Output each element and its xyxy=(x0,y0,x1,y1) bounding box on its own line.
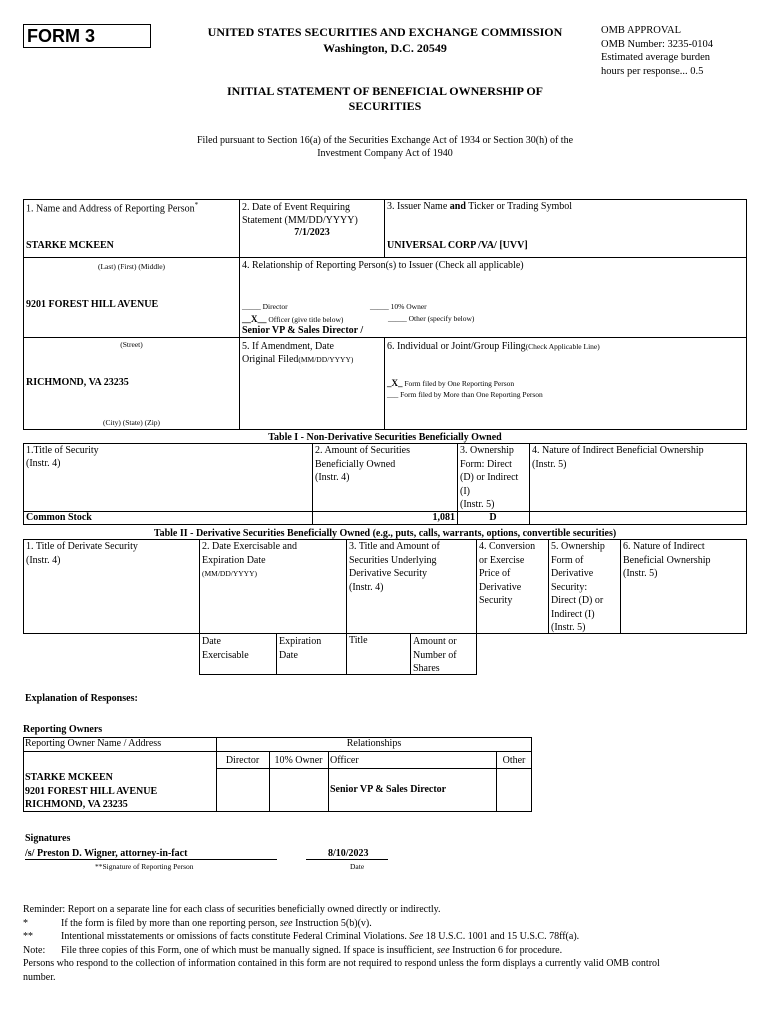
director-option: _____ Director xyxy=(242,302,288,311)
signer-hint: **Signature of Reporting Person xyxy=(95,862,194,871)
t1-col1-header: 1.Title of Security (Instr. 4) xyxy=(26,445,99,469)
footnote-note: Note: File three copies of this Form, one of which must be manually signed. If space is insufficient, see Instruction 6 for procedure. xyxy=(23,944,563,956)
t2-col2-header: 2. Date Exercisable and Expiration Date (MM/DD/YYYY) xyxy=(202,541,297,578)
t1-col3-header: 3. Ownership Form: Direct (D) or Indirect (I) (Instr. 5) xyxy=(460,445,519,510)
box3-label: 3. Issuer Name and Ticker or Trading Symbol xyxy=(387,201,573,212)
box2-label: 2. Date of Event Requiring Statement (MM/DD/YYYY) xyxy=(242,202,358,226)
box4-label: 4. Relationship of Reporting Person(s) to Issuer (Check all applicable) xyxy=(242,260,524,271)
footnote-persons-line1: Persons who respond to the collection of information contained in this form are not required to respond unless the form displays a currently valid OMB control xyxy=(23,958,660,969)
issuer-name: UNIVERSAL CORP /VA/ [UVV] xyxy=(387,240,528,251)
t1-row-security: Common Stock xyxy=(26,512,92,523)
omb-number: OMB Number: 3235-0104 xyxy=(601,38,713,50)
owners-col-other: Other xyxy=(502,755,526,766)
t1-row-form: D xyxy=(489,512,497,523)
t2-col6-header: 6. Nature of Indirect Beneficial Ownership (Instr. 5) xyxy=(623,541,711,579)
t1-col4-header: 4. Nature of Indirect Beneficial Ownership (Instr. 5) xyxy=(532,445,704,470)
t1-row-amount: 1,081 xyxy=(432,512,455,523)
footnotes xyxy=(23,903,753,984)
t2-sub-amount: Amount or Number of Shares xyxy=(413,636,457,674)
t2-sub-exercisable: Date Exercisable xyxy=(202,636,249,661)
t2-col3-header: 3. Title and Amount of Securities Underlying Derivative Security (Instr. 4) xyxy=(349,541,440,593)
form-title-line2: SECURITIES xyxy=(348,99,422,113)
filing-option-one-check: _X_ xyxy=(387,378,403,388)
agency-city: Washington, D.C. 20549 xyxy=(323,41,447,55)
other-option: _____ Other (specify below) xyxy=(388,314,475,323)
footnote-2: ** Intentional misstatements or omissions of facts constitute Federal Criminal Violations. See 18 U.S.C. 1001 and 15 U.S.C. 78ff(a). xyxy=(23,931,580,942)
omb-burden: Estimated average burden xyxy=(601,52,711,63)
street-hint: (Street) xyxy=(120,340,143,349)
form-title xyxy=(170,84,600,114)
form-title-line1: INITIAL STATEMENT OF BENEFICIAL OWNERSHIP OF xyxy=(227,84,543,98)
owners-col-relationships: Relationships xyxy=(346,738,402,749)
box6-label: 6. Individual or Joint/Group Filing(Check Applicable Line) xyxy=(387,341,600,352)
t1-col2-header: 2. Amount of Securities Beneficially Owned (Instr. 4) xyxy=(315,445,410,483)
signature-date-hint: Date xyxy=(350,862,365,871)
omb-hours: hours per response... 0.5 xyxy=(601,65,704,77)
ten-pct-option: _____ 10% Owner xyxy=(370,302,427,311)
owners-col-director: Director xyxy=(225,755,260,766)
filed-line1: Filed pursuant to Section 16(a) of the Securities Exchange Act of 1934 or Section 30(h) of the xyxy=(196,135,574,146)
footnote-persons-line2: number. xyxy=(23,971,56,983)
reporting-person-name: STARKE MCKEEN xyxy=(26,240,114,251)
reporting-person-city: RICHMOND, VA 23235 xyxy=(26,377,129,388)
reporting-person-street: 9201 FOREST HILL AVENUE xyxy=(26,299,159,310)
officer-title: Senior VP & Sales Director / xyxy=(242,325,364,336)
signer-name: /s/ Preston D. Wigner, attorney-in-fact xyxy=(25,848,188,859)
t2-col5-header: 5. Ownership Form of Derivative Security: Direct (D) or Indirect (I) (Instr. 5) xyxy=(551,541,605,633)
owner-name-address: STARKE MCKEEN 9201 FOREST HILL AVENUE RICHMOND, VA 23235 xyxy=(25,772,158,810)
t2-col1-header: 1. Title of Derivate Security (Instr. 4) xyxy=(26,541,138,566)
t2-col4-header: 4. Conversion or Exercise Price of Derivative Security xyxy=(479,541,536,606)
form-label-box xyxy=(23,24,151,48)
filing-option-one: _X_ Form filed by One Reporting Person xyxy=(387,378,515,388)
owners-col-officer: Officer xyxy=(330,755,359,766)
box1-label-mark: * xyxy=(194,201,199,209)
filed-pursuant xyxy=(130,134,640,160)
signatures-heading: Signatures xyxy=(25,833,71,844)
owners-col-name: Reporting Owner Name / Address xyxy=(25,738,162,749)
event-date: 7/1/2023 xyxy=(294,227,330,238)
footnote-1: * If the form is filed by more than one reporting person, see Instruction 5(b)(v). xyxy=(23,917,372,929)
signature-date: 8/10/2023 xyxy=(328,848,369,859)
table2-title: Table II - Derivative Securities Beneficially Owned (e.g., puts, calls, warrants, options, convertible securities) xyxy=(153,528,617,539)
omb-title: OMB APPROVAL xyxy=(601,25,682,36)
owners-col-10pct: 10% Owner xyxy=(274,755,323,766)
name-hint: (Last) (First) (Middle) xyxy=(97,262,166,271)
t2-sub-title: Title xyxy=(349,635,368,646)
explanation-heading: Explanation of Responses: xyxy=(25,693,138,704)
table1-title: Table I - Non-Derivative Securities Beneficially Owned xyxy=(268,432,502,443)
form-label: FORM 3 xyxy=(27,26,96,46)
filed-line2: Investment Company Act of 1940 xyxy=(317,148,453,159)
agency-name: UNITED STATES SECURITIES AND EXCHANGE COMMISSION xyxy=(207,25,563,39)
city-hint: (City) (State) (Zip) xyxy=(102,418,161,427)
box1-label: 1. Name and Address of Reporting Person* xyxy=(26,201,199,215)
box5-label: 5. If Amendment, Date Original Filed(MM/DD/YYYY) xyxy=(242,341,354,365)
footnote-reminder: Reminder: Report on a separate line for each class of securities beneficially owned directly or indirectly. xyxy=(23,904,441,915)
filing-option-many: ___ Form filed by More than One Reporting Person xyxy=(387,390,543,399)
t2-sub-expiration: Expiration Date xyxy=(279,636,322,661)
omb-box xyxy=(601,24,761,78)
officer-option: __X__ Officer (give title below) xyxy=(242,314,344,324)
owners-heading: Reporting Owners xyxy=(23,724,103,735)
owner-officer-value: Senior VP & Sales Director xyxy=(330,784,447,795)
officer-check: __X__ xyxy=(242,314,267,324)
